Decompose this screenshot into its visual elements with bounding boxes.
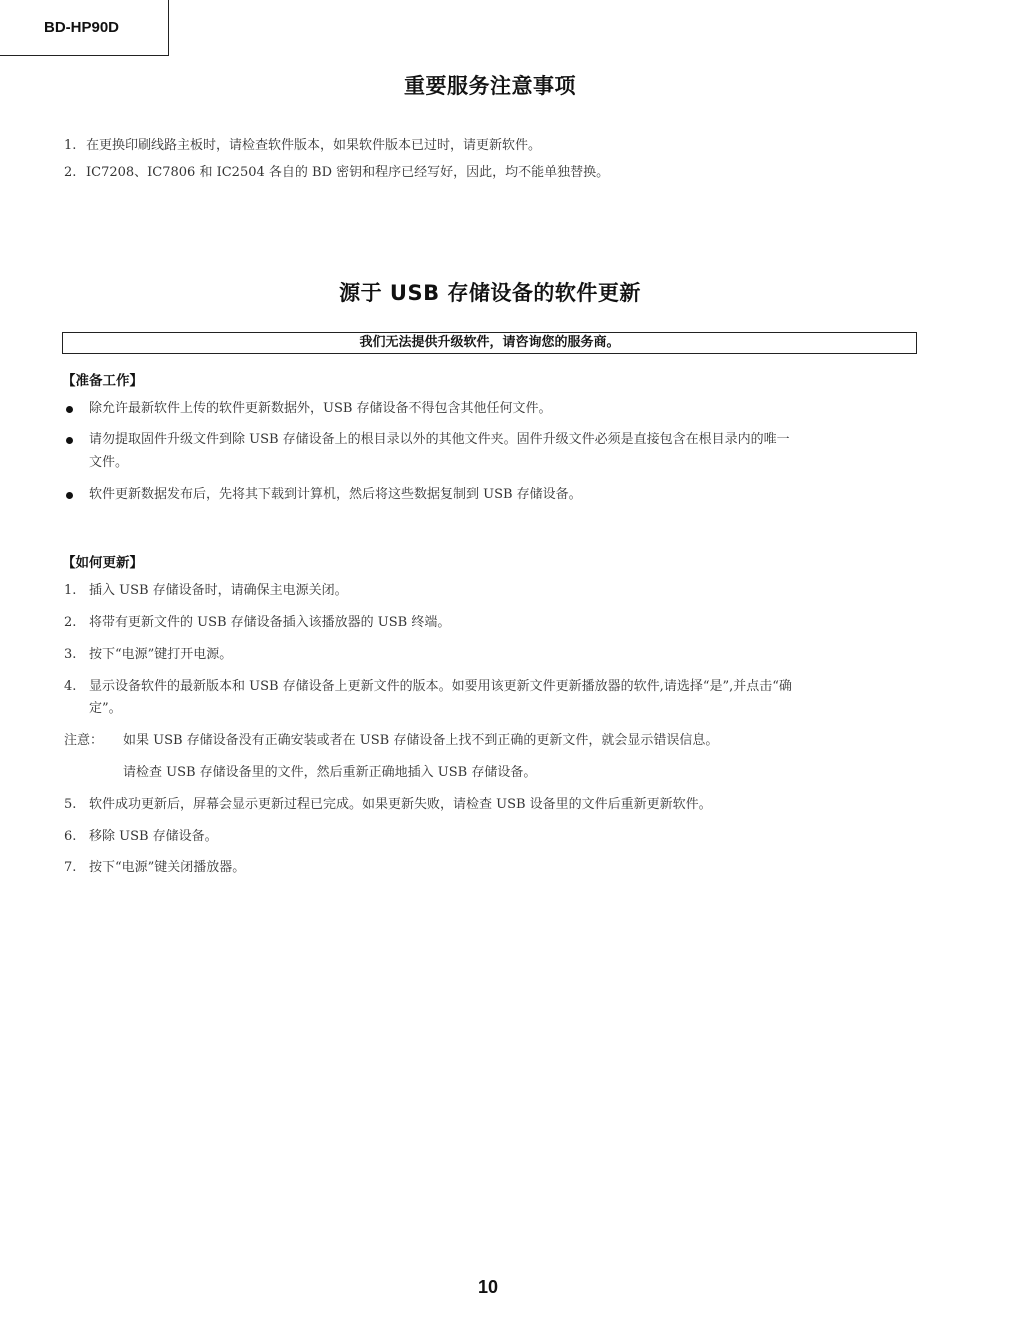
note-item-text: IC7208、IC7806 和 IC2504 各自的 BD 密钥和程序已经写好，因此，均不能单独替换。 (86, 165, 610, 180)
note-text-cont: 请检查 USB 存储设备里的文件，然后重新正确地插入 USB 存储设备。 (123, 765, 537, 780)
step-number: 5. (64, 797, 77, 812)
note-item-text: 在更换印刷线路主板时，请检查软件版本，如果软件版本已过时，请更新软件。 (86, 138, 542, 153)
service-notes-title: 重要服务注意事项 (404, 74, 576, 98)
page-number: 10 (477, 1277, 499, 1297)
prep-bullet-text-cont: 文件。 (89, 455, 129, 470)
step-text: 按下“电源”键关闭播放器。 (89, 860, 246, 875)
step-text: 显示设备软件的最新版本和 USB 存储设备上更新文件的版本。如要用该更新文件更新播放器的软件,请选择“是”,并点击“确 (89, 679, 792, 694)
step-number: 7. (64, 860, 77, 875)
howto-label: 【如何更新】 (62, 555, 143, 571)
step-text: 移除 USB 存储设备。 (89, 829, 218, 844)
prep-bullet-text: 除允许最新软件上传的软件更新数据外，USB 存储设备不得包含其他任何文件。 (89, 401, 552, 416)
bullet-dot (66, 406, 73, 413)
step-number: 2. (64, 615, 77, 630)
prep-bullet-text: 软件更新数据发布后，先将其下载到计算机，然后将这些数据复制到 USB 存储设备。 (89, 487, 582, 502)
note-label: 注意： (64, 733, 104, 748)
step-text-cont: 定”。 (89, 701, 122, 716)
note-item-number: 2. (64, 165, 77, 180)
prep-label: 【准备工作】 (62, 373, 143, 389)
bullet-dot (66, 437, 73, 444)
boxed-notice: 我们无法提供升级软件，请咨询您的服务商。 (62, 332, 917, 354)
note-item-number: 1. (64, 138, 77, 153)
step-text: 插入 USB 存储设备时，请确保主电源关闭。 (89, 583, 348, 598)
model-number: BD-HP90D (44, 19, 120, 36)
usb-update-title: 源于 USB 存储设备的软件更新 (339, 281, 641, 305)
step-number: 3. (64, 647, 77, 662)
model-tab (0, 0, 169, 56)
step-text: 软件成功更新后，屏幕会显示更新过程已完成。如果更新失败，请检查 USB 设备里的文件后重新更新软件。 (89, 797, 712, 812)
step-number: 4. (64, 679, 77, 694)
note-text: 如果 USB 存储设备没有正确安装或者在 USB 存储设备上找不到正确的更新文件，就会显示错误信息。 (123, 733, 719, 748)
bullet-dot (66, 492, 73, 499)
step-number: 1. (64, 583, 77, 598)
step-text: 将带有更新文件的 USB 存储设备插入该播放器的 USB 终端。 (89, 615, 451, 630)
step-text: 按下“电源”键打开电源。 (89, 647, 233, 662)
step-number: 6. (64, 829, 77, 844)
prep-bullet-text: 请勿提取固件升级文件到除 USB 存储设备上的根目录以外的其他文件夹。固件升级文件必须是直接包含在根目录内的唯一 (89, 432, 790, 447)
